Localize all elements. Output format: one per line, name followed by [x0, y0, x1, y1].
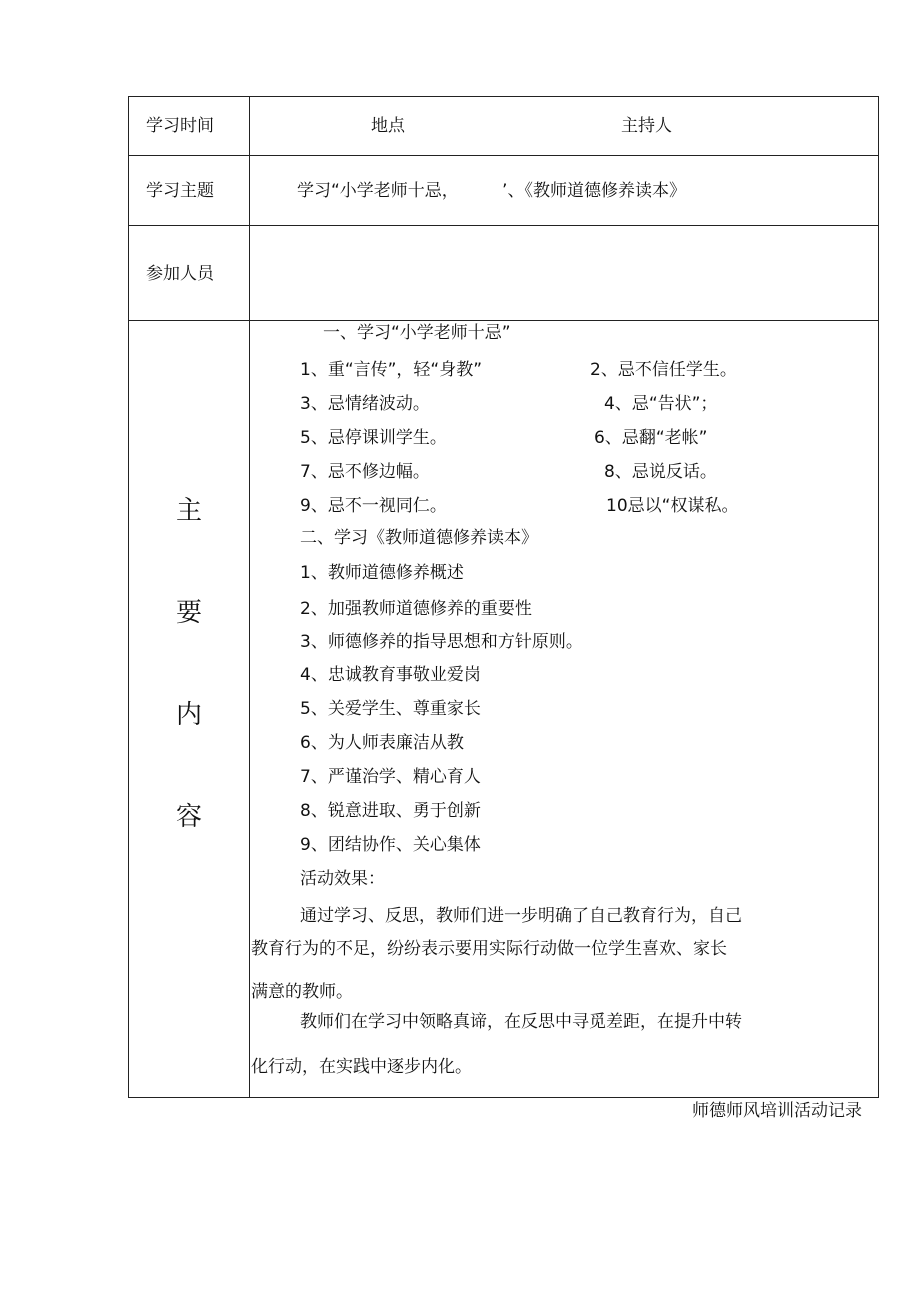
taboo-item: 10忌以“权谋私。 — [606, 496, 739, 516]
table-bottom-border — [128, 1097, 879, 1098]
section2-title: 二、学习《教师道德修养读本》 — [300, 528, 538, 548]
table-top-border — [128, 96, 879, 97]
taboo-item: 6、忌翻“老帐” — [594, 428, 708, 448]
taboo-item: 9、忌不一视同仁。 — [300, 496, 447, 516]
chapter-item: 4、忠诚教育事敬业爱岗 — [300, 665, 481, 685]
effect-paragraph1-line1: 通过学习、反思，教师们进一步明确了自己教育行为，自己 — [300, 906, 742, 926]
section1-title: 一、学习“小学老师十忌” — [323, 323, 511, 343]
host-label: 主持人 — [621, 116, 672, 136]
study-time-label: 学习时间 — [146, 116, 214, 136]
study-topic-value: 学习“小学老师十忌， ’、《教师道德修养读本》 — [297, 181, 686, 201]
footer-caption: 师德师风培训活动记录 — [692, 1101, 862, 1121]
chapter-item: 6、为人师表廉洁从教 — [300, 733, 464, 753]
effect-paragraph1-line2: 教育行为的不足，纷纷表示要用实际行动做一位学生喜欢、家长 — [251, 939, 727, 959]
study-topic-label: 学习主题 — [146, 181, 214, 201]
chapter-item: 3、师德修养的指导思想和方针原则。 — [300, 632, 583, 652]
chapter-item: 7、严谨治学、精心育人 — [300, 767, 481, 787]
chapter-item: 9、团结协作、关心集体 — [300, 835, 481, 855]
taboo-item: 2、忌不信任学生。 — [590, 360, 737, 380]
taboo-item: 3、忌情绪波动。 — [300, 394, 430, 414]
table-right-border — [878, 96, 879, 1098]
table-row-divider-1 — [128, 155, 879, 156]
chapter-item: 5、关爱学生、尊重家长 — [300, 699, 481, 719]
taboo-item: 4、忌“告状”； — [604, 394, 718, 414]
taboo-item: 5、忌停课训学生。 — [300, 428, 447, 448]
taboo-item: 7、忌不修边幅。 — [300, 462, 430, 482]
place-label: 地点 — [371, 116, 405, 136]
taboo-item: 1、重“言传”，轻“身教” — [300, 360, 483, 380]
side-label-char-2: 要 — [176, 598, 203, 628]
effect-paragraph1-line3: 满意的教师。 — [251, 982, 353, 1002]
side-label-char-3: 内 — [176, 700, 203, 730]
participants-label: 参加人员 — [146, 264, 214, 284]
table-row-divider-3 — [128, 320, 879, 321]
table-row-divider-2 — [128, 225, 879, 226]
table-column-divider — [249, 96, 250, 1098]
effect-title: 活动效果： — [300, 869, 385, 889]
taboo-item: 8、忌说反话。 — [604, 462, 717, 482]
chapter-item: 8、锐意进取、勇于创新 — [300, 801, 481, 821]
effect-paragraph2-line1: 教师们在学习中领略真谛，在反思中寻觅差距，在提升中转 — [300, 1012, 742, 1032]
side-label-char-1: 主 — [176, 496, 203, 526]
table-left-border — [128, 96, 129, 1098]
effect-paragraph2-line2: 化行动，在实践中逐步内化。 — [251, 1057, 472, 1077]
side-label-char-4: 容 — [176, 802, 203, 832]
chapter-item: 2、加强教师道德修养的重要性 — [300, 599, 532, 619]
chapter-item: 1、教师道德修养概述 — [300, 563, 464, 583]
